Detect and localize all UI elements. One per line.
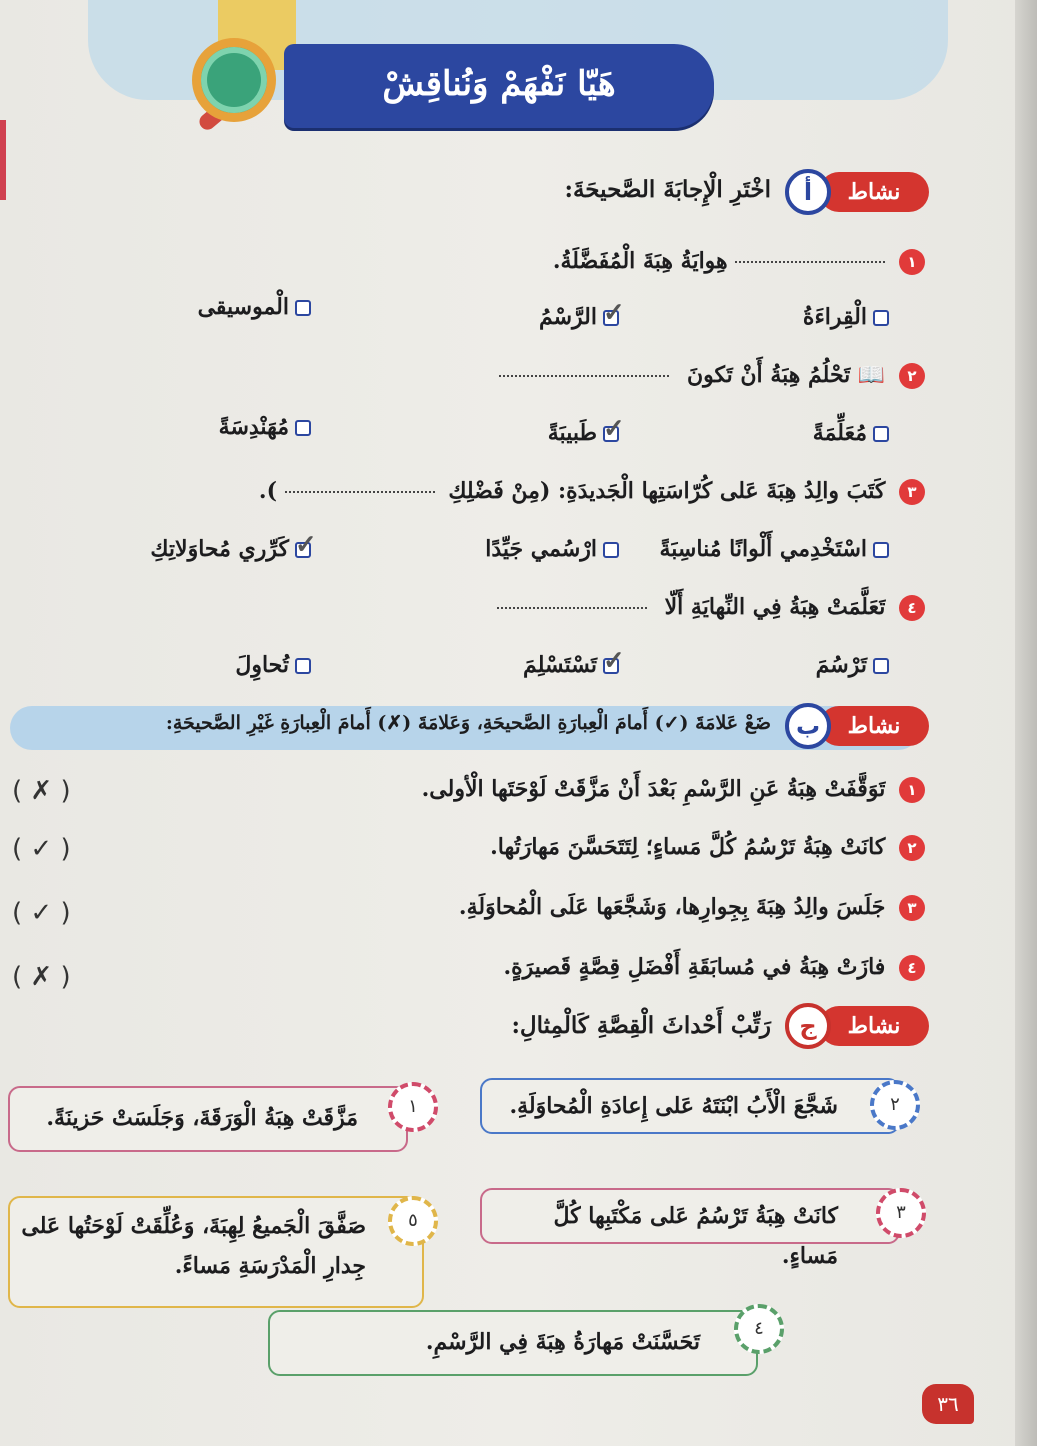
activity-c-title: رَتِّبْ أَحْداثَ الْقِصَّةِ كَالْمِثالِ: — [511, 1012, 771, 1039]
statement-text: فازَتْ هِبَةُ في مُسابَقَةِ أَفْضَلِ قِصَّةٍ قَصيرَةٍ. — [503, 954, 886, 980]
page-number: ٣٦ — [922, 1384, 974, 1424]
statement-text: جَلَسَ والِدُ هِبَةَ بِجِوارِها، وَشَجَّعَها عَلَى الْمُحاوَلَةِ. — [458, 894, 886, 920]
activity-a-letter: أ — [785, 169, 831, 215]
question-number: ١ — [899, 249, 925, 275]
page-binding-shadow — [1015, 0, 1037, 1446]
option-q3-a[interactable] — [660, 536, 890, 562]
option-q1-a[interactable] — [803, 304, 889, 330]
order-badge[interactable]: ١ — [388, 1082, 438, 1132]
event-text: صَفَّقَ الْجَميعُ لِهِبَةَ، وَعُلِّقَتْ لَوْحَتُها عَلى جِدارِ الْمَدْرَسَةِ مَساءً. — [21, 1213, 366, 1279]
checkbox[interactable] — [873, 542, 889, 558]
checkbox[interactable] — [295, 420, 311, 436]
activity-a-header — [119, 170, 929, 214]
question-text: تَحْلُمُ هِبَةُ أَنْ تَكونَ — [686, 362, 851, 388]
statement-1 — [422, 776, 925, 803]
question-number: ٣ — [899, 479, 925, 505]
activity-b-header — [119, 704, 929, 748]
checkbox[interactable] — [603, 542, 619, 558]
section-title: هَيّا نَفْهَمْ وَنُناقِشْ — [382, 64, 616, 104]
option-label: الْموسيقى — [197, 294, 289, 320]
statement-number: ٤ — [899, 955, 925, 981]
event-card-2 — [8, 1086, 408, 1152]
option-q4-c[interactable] — [235, 652, 311, 678]
question-text-end: ). — [258, 478, 277, 504]
option-q2-b[interactable] — [548, 420, 619, 446]
answer-mark-2[interactable]: ( ✓ ) — [12, 834, 71, 864]
checkbox-checked[interactable] — [603, 426, 619, 442]
checkbox[interactable] — [873, 310, 889, 326]
statement-2 — [490, 834, 925, 861]
option-label: تَرْسُمَ — [815, 652, 867, 678]
answer-blank — [499, 375, 669, 377]
option-label: مُعَلِّمَةً — [812, 420, 867, 446]
option-q2-a[interactable] — [813, 420, 889, 446]
question-3 — [259, 478, 925, 505]
order-badge[interactable]: ٣ — [876, 1188, 926, 1238]
answer-blank — [735, 261, 885, 263]
checkbox[interactable] — [295, 300, 311, 316]
option-label: تُحاوِلَ — [235, 652, 289, 678]
checkbox[interactable] — [873, 658, 889, 674]
option-label: اسْتَخْدِمي أَلْوانًا مُناسِبَةً — [659, 536, 867, 562]
option-q3-b[interactable] — [485, 536, 619, 562]
activity-b-title: ضَعْ عَلامَةَ (✓) أَمامَ الْعِبارَةِ الصَّحيحَةِ، وَعَلامَةَ (✗) أَمامَ الْعِبارَةِ غَيْرِ الصَّحيحَةِ: — [165, 712, 771, 734]
statement-4 — [503, 954, 925, 981]
order-badge[interactable]: ٥ — [388, 1196, 438, 1246]
activity-a-pill: نشاط — [819, 172, 929, 212]
statement-3 — [459, 894, 925, 921]
checkbox-checked[interactable] — [603, 310, 619, 326]
option-label: مُهَنْدِسَةً — [218, 414, 289, 440]
answer-mark-1[interactable]: ( ✗ ) — [12, 776, 71, 806]
event-card-1 — [480, 1078, 900, 1134]
activity-c-header — [119, 1004, 929, 1048]
statement-text: تَوَقَّفَتْ هِبَةُ عَنِ الرَّسْمِ بَعْدَ أَنْ مَزَّقَتْ لَوْحَتَها الْأولى. — [421, 776, 886, 802]
section-banner — [284, 44, 714, 128]
option-q2-c[interactable] — [219, 414, 311, 440]
question-text: تَعَلَّمَتْ هِبَةُ فِي النِّهايَةِ أَلّا — [664, 594, 886, 620]
answer-blank — [497, 607, 647, 609]
question-text: هِوايَةُ هِبَةَ الْمُفَضَّلَةُ. — [552, 248, 728, 274]
statement-number: ٢ — [899, 835, 925, 861]
option-label: كَرِّري مُحاوَلاتِكِ — [150, 536, 289, 562]
statement-text: كانَتْ هِبَةُ تَرْسُمُ كُلَّ مَساءٍ؛ لِتَتَحَسَّنَ مَهارَتُها. — [490, 834, 886, 860]
magnifier-icon — [192, 38, 276, 122]
question-1 — [553, 248, 925, 275]
question-number: ٢ — [899, 363, 925, 389]
question-number: ٤ — [899, 595, 925, 621]
question-4 — [497, 594, 925, 621]
checkbox-checked[interactable] — [295, 542, 311, 558]
event-text: كانَتْ هِبَةُ تَرْسُمُ عَلى مَكْتَبِها كُلَّ مَساءٍ. — [553, 1203, 838, 1269]
activity-a-title: اخْتَرِ الْإِجابَةَ الصَّحيحَةَ: — [564, 176, 771, 203]
event-text: تَحَسَّنَتْ مَهارَةُ هِبَةَ فِي الرَّسْمِ. — [425, 1329, 700, 1355]
answer-mark-3[interactable]: ( ✓ ) — [12, 898, 71, 928]
answer-mark-4[interactable]: ( ✗ ) — [12, 962, 71, 992]
option-label: الْقِراءَةُ — [802, 304, 867, 330]
question-2 — [499, 362, 925, 389]
book-icon: 📖 — [850, 362, 886, 388]
order-badge[interactable]: ٢ — [870, 1080, 920, 1130]
checkbox-checked[interactable] — [603, 658, 619, 674]
checkbox[interactable] — [295, 658, 311, 674]
option-label: ارْسُمي جَيِّدًا — [485, 536, 597, 562]
event-card-4 — [8, 1196, 424, 1308]
statement-number: ١ — [899, 777, 925, 803]
option-q1-b[interactable] — [539, 304, 619, 330]
option-q3-c[interactable] — [150, 536, 311, 562]
option-label: تَسْتَسْلِمَ — [523, 652, 597, 678]
order-badge[interactable]: ٤ — [734, 1304, 784, 1354]
page-edge-tab — [0, 120, 6, 200]
statement-number: ٣ — [899, 895, 925, 921]
event-text: مَزَّقَتْ هِبَةُ الْوَرَقَةَ، وَجَلَسَتْ حَزينَةً. — [46, 1105, 358, 1131]
option-q1-c[interactable] — [198, 294, 311, 320]
activity-b-letter: ب — [785, 703, 831, 749]
option-q4-a[interactable] — [816, 652, 889, 678]
activity-c-letter: ج — [785, 1003, 831, 1049]
activity-c-pill: نشاط — [819, 1006, 929, 1046]
event-text: شَجَّعَ الْأَبُ ابْنَتَهُ عَلى إِعادَةِ الْمُحاوَلَةِ. — [509, 1093, 838, 1119]
activity-b-pill: نشاط — [819, 706, 929, 746]
event-card-3 — [480, 1188, 900, 1269]
option-label: طَبيبَةً — [547, 420, 597, 446]
question-text: كَتَبَ والِدُ هِبَةَ عَلى كُرّاسَتِها الْجَديدَةِ: (مِنْ فَضْلِكِ — [448, 478, 886, 504]
option-q4-b[interactable] — [523, 652, 619, 678]
answer-blank — [285, 491, 435, 493]
option-label: الرَّسْمُ — [538, 304, 597, 330]
event-card-5 — [268, 1310, 758, 1376]
checkbox[interactable] — [873, 426, 889, 442]
